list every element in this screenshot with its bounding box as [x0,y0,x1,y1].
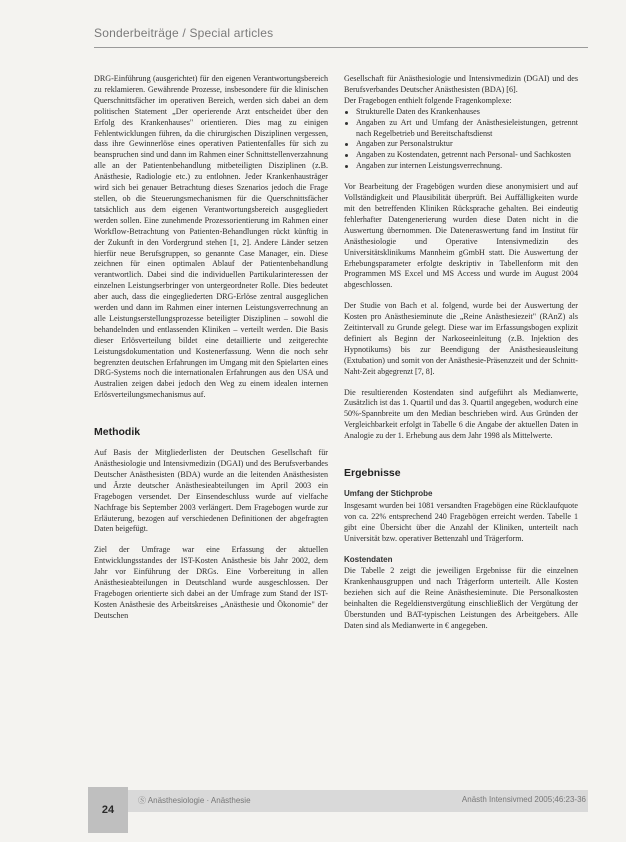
bullet-icon [345,143,348,146]
footer-citation: Anästh Intensivmed 2005;46:23-36 [461,795,586,804]
bullet-icon [345,165,348,168]
list-item [344,150,578,161]
right-column [344,74,578,632]
body-paragraph: DRG-Einführung (ausgerichtet) für den eigenen Verantwortungsbereich zu reklamieren. Gewährende Prozesse, insbesondere für die klinischen Querschnittsfächer im operativen Bereich, werden sich dabei an dem politischen Statement „Der operierende Arzt entscheidet über den Erfolg des Krankenhauses" orientieren. Dies mag zu einigen Fehlentwicklungen führen, da die chirurgischen Disziplinen vergessen, dass ihre Gewinnerlöse eines operativen Patientenfalles für sich zu beanspruchen sind und dann im Rahmen einer Schnittstellenverzahnung alle an der Patientenbehandlung mitbeteiligten Disziplinen (z.B. Anästhesie, Radiologie etc.) zu entlohnen. Jeder Krankenhausträger wird sich bei genauer Betrachtung dieses Szenarios jedoch die Frage stellen, ob die Steuerungsmechanismen für die Querschnittsfächer tatsächlich aus dem eigenen Verantwortungsbereich ausgegliedert werden sollen. Eine zunehmende Prozessorientierung im Rahmen einer Workflow-Betrachtung von Patienten-Behandlungen rückt künftig in der Zukunft in den Vordergrund stehen [1, 2]. Andere Länder setzen hierfür neue Berufsgruppen, so genannte Case Manager, ein. Diese zeichnen für einen optimalen Ablauf der Patientenbehandlung verantwortlich. Dabei sind die individuellen Partikularinteressen der einzelnen Leistungserbringer von untergeordneter Rolle. Dies bedeutet aber auch, dass die eingegliederten DRG-Erlöse zentral ausgeglichen werden und dann im Rahmen einer internen Leistungsverrechnung an alle Leistungserstellungsprozesse beteiligter Disziplinen – sowohl die behandelnden und entlassenden Kliniken – verteilt werden. Die Basis dieser Erlösverteilung bildet eine detaillierte und zeitgerechte Leistungsdokumentation und Kostenerfassung. Wenn die noch sehr begrenzten deutschen Erfahrungen im Umgang mit den Spielarten eines DRG-Systems noch die internationalen Erfahrungen aus den USA und Australien zeigen dabei jedoch den Weg zu einem idealen internen Erlösverteilungsmechanismus auf. [94,74,328,400]
bullet-icon [345,122,348,125]
body-paragraph: Der Fragebogen enthielt folgende Fragenkomplexe: [344,95,512,105]
footer-journal: Ⓢ Anästhesiologie · Anästhesie [138,796,251,805]
left-column [94,74,328,622]
body-paragraph: Auf Basis der Mitgliederlisten der Deutschen Gesellschaft für Anästhesiologie und Intensivmedizin (DGAI) und des Berufsverbandes Deutscher Anästhesisten (BDA) wurde an die leitenden Anästhesisten und Ärzte deutscher Anästhesieabteilungen im April 2003 ein Fragebogen versendet. Der Einsendeschluss wurde auf vielfache Nachfrage bis September 2003 verlängert. Dem Fragebogen wurde zur Erläuterung, bezogen auf verschiedenen Definitionen der abgefragten Daten beigefügt. [94,448,328,534]
body-paragraph: Insgesamt wurden bei 1081 versandten Fragebögen eine Rücklaufquote von ca. 22% entsprechend 240 Fragebögen erreicht werden. Tabelle 1 gibt eine Übersicht über die Anzahl der Kliniken, unterteilt nach Universität bzw. operativer Bettenzahl und Trägerform. [344,500,578,543]
list-item [344,118,578,140]
body-paragraph: Ziel der Umfrage war eine Erfassung der aktuellen Entwicklungsstandes der IST-Kosten Anästhesie bis Jahr 2002, dem Jahr vor Einführung der DRGs. Eine Vorbereitung in allen Anästhesieabteilungen in Deutschland wurde ausgeschlossen. Der Fragebogen orientierte sich dabei an der Umfrage zum Stand der IST-Kosten Anästhesie des Arbeitskreises „Anästhesie und Ökonomie" der Deutschen [94,545,328,620]
body-paragraph: Gesellschaft für Anästhesiologie und Intensivmedizin (DGAI) und des Berufsverbandes Deutscher Anästhesisten (BDA) [6]. [344,74,578,94]
list-item-text: Angaben zur internen Leistungsverrechnung. [356,161,503,171]
list-item-text: Angaben zu Kostendaten, getrennt nach Personal- und Sachkosten [356,150,571,160]
list-item [344,107,578,118]
subsection-heading: Umfang der Stichprobe [344,489,433,498]
list-item [344,161,578,172]
section-heading-ergebnisse: Ergebnisse [344,467,401,480]
header-rule [94,47,588,48]
body-paragraph: Die Tabelle 2 zeigt die jeweiligen Ergebnisse für die einzelnen Krankenhausgruppen und nach Trägerform unterteilt. Alle Kosten beziehen sich auf die Reine Anästhesieminute. Die Personalkosten beinhalten die Regeldienstvergütung einschließlich der Vergütung der Überstunden und BAT-typischen Leistungen des Arbeitgebers. Alle Daten sind als Medianwerte in € angegeben. [344,566,578,630]
list-item-text: Angaben zu Art und Umfang der Anästhesieleistungen, getrennt nach Regelbetrieb und Bereitschaftsdienst [356,117,578,138]
bullet-icon [345,111,348,114]
body-paragraph: Vor Bearbeitung der Fragebögen wurden diese anonymisiert und auf Vollständigkeit und Plausibilität überprüft. Bei Auffälligkeiten wurde mit den betreffenden Kliniken Rücksprache gehalten. Bei eindeutig fehlerhafter Datengenerierung wurden diese Daten nicht in die Auswertung übernommen. Die Dateneraswertung fand im Institut für Anästhesiologie und Operative Intensivmedizin des Universitätsklinikums Mannheim gGmbH statt. Die Auswertung der Erhebungsparameter erfolgte deskriptiv in Tabellenform mit den Programmen MS Excel und MS Access und wurde im August 2004 abgeschlossen. [344,182,578,290]
bullet-icon [345,154,348,157]
body-paragraph: Die resultierenden Kostendaten sind aufgeführt als Medianwerte, Zusätzlich ist das 1. Quartil und das 3. Quartil angegeben, wodurch eine 50%-Spannbreite um den Median beschrieben wird. Aus Gründen der Vergleichbarkeit erfolgt in Tabelle 6 die Angabe der aktuellen Daten in Analogie zu der 1. Erhebung aus dem Jahr 1998 als Mittelwerte. [344,387,578,441]
body-paragraph: Der Studie von Bach et al. folgend, wurde bei der Auswertung der Kosten pro Anästhesieminute die „Reine Anästhesiezeit" (RAnZ) als Zeitintervall zu Grunde gelegt. Diese war im Erfassungsbogen explizit definiert als Beginn der Narkoseeinleitung (z.B. Injektion des Hypnotikums) bis zur Beendigung der Anästhesieausleitung (Extubation) und somit von der Anästhesie-Präsenzzeit und der Schnitt-Naht-Zeit abgegrenzt [7, 8]. [344,301,578,376]
subsection-heading: Kostendaten [344,554,393,564]
list-item [344,139,578,150]
page-number: 24 [88,787,128,833]
list-item-text: Angaben zur Personalstruktur [356,139,453,149]
running-header: Sonderbeiträge / Special articles [94,26,274,40]
section-heading-methodik: Methodik [94,426,141,439]
list-item-text: Strukturelle Daten des Krankenhauses [356,106,480,116]
question-list [344,107,578,172]
